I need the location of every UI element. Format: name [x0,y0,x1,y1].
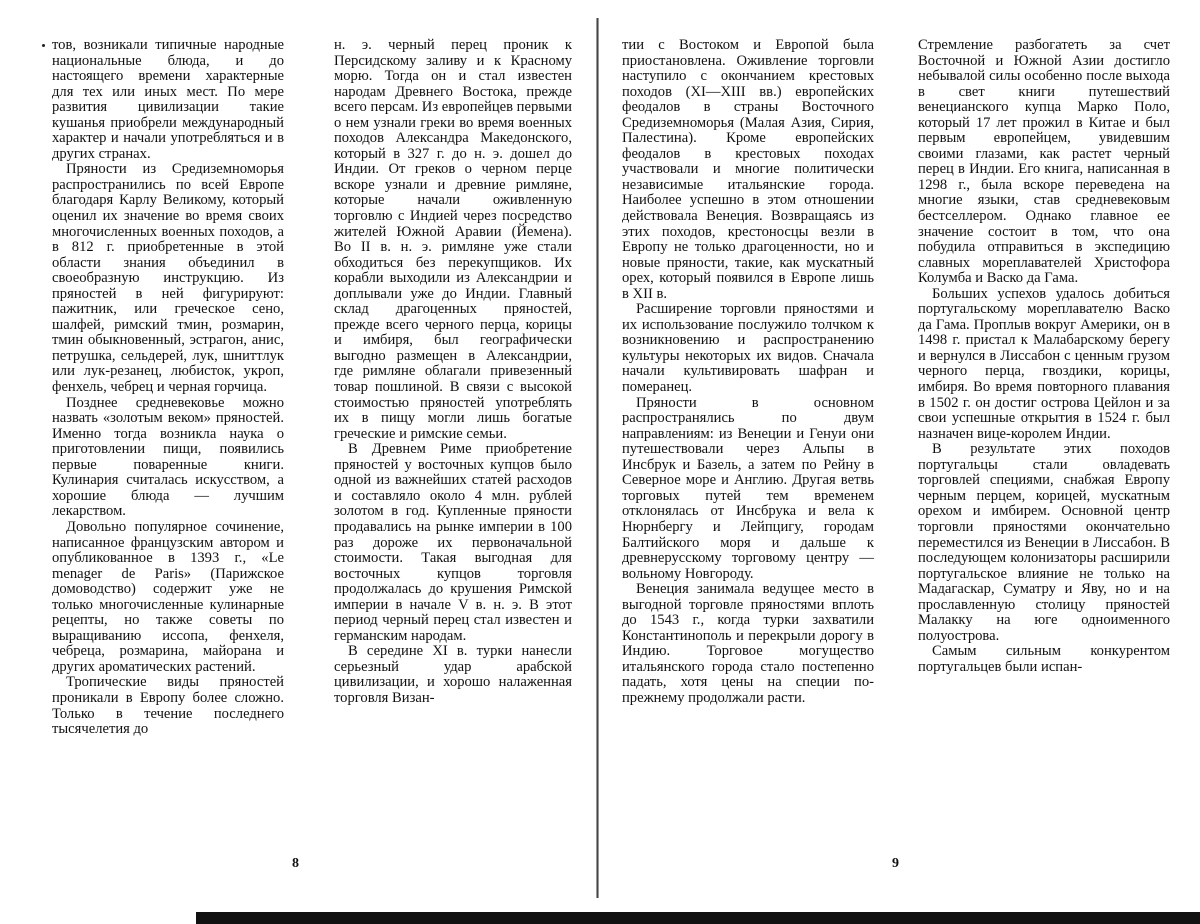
page-gutter [596,18,599,898]
scan-shadow-band [196,912,1200,924]
paragraph: В Древнем Риме приобретение пряностей у восточных купцов было одной из важнейших статей расходов и составляло около 4 млн. рублей золотом в год. Купленные пряности продавались на рынке империи в 100 раз дороже их первоначальной стоимости. Такая выгодная для восточных купцов торговля продолжалась до крушения Римской империи в начале V в. н. э. В этот период черный перец стал известен и германским народам. [334,441,572,644]
paragraph: тов, возникали типичные народные национальные блюда, и до настоящего времени характерные для тех или иных мест. По мере развития цивилизации такие кушанья приобрели международный характер и начали употребляться и в других странах. [52,37,284,162]
paragraph: Стремление разбогатеть за счет Восточной и Южной Азии достигло небывалой силы особенно после выхода в свет книги путешествий венецианского купца Марко Поло, который 17 лет прожил в Китае и был первым европейцем, увидевшим своими глазами, как растет черный перец в Индии. Его книга, написанная в 1298 г., была вскоре переведена на многие языки, став средневековым бестселлером. Однако главное ее значение состоит в том, что она побудила отправиться в экспедицию славных мореплавателей Христофора Колумба и Васко да Гама. [918,37,1170,287]
paragraph: Венеция занимала ведущее место в выгодной торговле пряностями вплоть до 1543 г., когда турки захватили Константинополь и перекрыли дорогу в Индию. Торговое могущество итальянского города стало постепенно падать, хотя цены на специи по-прежнему продолжали расти. [622,581,874,706]
paragraph: н. э. черный перец проник к Персидскому заливу и к Красному морю. Тогда он и стал известен народам Древнего Востока, прежде всего персам. Из европейцев первыми о нем узнали греки во время военных походов Александра Македонского, который в 327 г. до н. э. дошел до Индии. От греков о черном перце вскоре узнали и древние римляне, которые начали оживленную торговлю с Индией через посредство жителей Южной Аравии (Йемена). Во II в. н. э. римляне уже стали обходиться без перекупщиков. Их корабли выходили из Александрии и доплывали уже до Индии. Главный склад драгоценных пряностей, прежде всего черного перца, корицы и имбиря, был географически выгодно размещен в Александрии, где римляне облагали привезенный товар пошлиной. В связи с высокой стоимостью пряностей употреблять их в пищу могли лишь богатые греческие и римские семьи. [334,37,572,442]
left-page-column-2 [334,38,572,707]
page-number-right: 9 [892,856,899,871]
paragraph: Довольно популярное сочинение, написанное французским автором и опубликованное в 1393 г., «Le menager de Paris» (Парижское домоводство) содержит уже не только многочисленные кулинарные рецепты, но также советы по выращиванию иссопа, фенхеля, чебреца, розмарина, майорана и других ароматических растений. [52,518,284,675]
right-page-column-1 [622,38,874,707]
paragraph: Пряности из Средиземноморья распространились по всей Европе благодаря Карлу Великому, который оценил их значение во время своих многочисленных военных походов, а в 812 г. приобретенные в этой области знания объединил в своеобразную инструкцию. Из пряностей в ней фигурируют: пажитник, или греческое сено, шалфей, римский тмин, розмарин, тмин обыкновенный, эстрагон, анис, петрушка, сельдерей, лук, шниттлук или лук-резанец, любисток, укроп, фенхель, чебрец и черная горчица. [52,161,284,396]
paragraph: Больших успехов удалось добиться португальскому мореплавателю Васко да Гама. Проплыв вокруг Америки, он в 1498 г. пристал к Малабарскому берегу и вернулся в Лиссабон с ценным грузом черного перца, гвоздики, корицы, имбиря. Во время повторного плавания в 1502 г. он достиг острова Цейлон и за свои успешные открытия в 1524 г. был назначен вице-королем Индии. [918,285,1170,442]
paragraph: Самым сильным конкурентом португальцев были испан- [918,643,1170,675]
left-page-column-1 [52,38,284,738]
paragraph: Пряности в основном распространялись по двум направлениям: из Венеции и Генуи они путешествовали через Альпы в Инсбрук и Базель, а затем по Рейну в Северное море и Англию. Другая ветвь торговых путей тем временем отклонялась от Инсбрука и вела к Нюрнбергу и Лейпцигу, городам Балтийского моря и дальше к древнерусскому торговому центру — вольному Новгороду. [622,394,874,582]
ink-speck [42,44,45,47]
page-number-left: 8 [292,856,299,871]
paragraph: Расширение торговли пряностями и их использование послужило толчком к возникновению и распространению культуры некоторых их видов. Сначала начали культивировать шафран и померанец. [622,301,874,396]
paragraph: тии с Востоком и Европой была приостановлена. Оживление торговли наступило с окончанием крестовых походов (XI—XIII вв.) европейских феодалов в страны Восточного Средиземноморья (Малая Азия, Сирия, Палестина). Кроме европейских феодалов в крестовых походах участвовали и многие политически независимые итальянские города. Наиболее успешно в этом отношении действовала Венеция. Возвращаясь из этих походов, крестоносцы везли в Европу не только драгоценности, но и новые пряности, такие, как мускатный орех, который появился в Европе лишь в XII в. [622,37,874,302]
right-page-column-2 [918,38,1170,675]
paragraph: В середине XI в. турки нанесли серьезный удар арабской цивилизации, и хорошо налаженная торговля Визан- [334,643,572,706]
paragraph: Позднее средневековье можно назвать «золотым веком» пряностей. Именно тогда возникла наука о приготовлении пищи, появились первые поваренные книги. Кулинария считалась искусством, а хорошие блюда — лучшим лекарством. [52,394,284,520]
paragraph: Тропические виды пряностей проникали в Европу более сложно. Только в течение последнего тысячелетия до [52,674,284,738]
paragraph: В результате этих походов португальцы стали овладевать торговлей специями, снабжая Европу черным перцем, корицей, мускатным орехом и имбирем. Основной центр торговли пряностями окончательно переместился из Венеции в Лиссабон. В последующем колонизаторы расширили португальское влияние не только на Мадагаскар, Суматру и Яву, но и на прославленную столицу пряностей Малакку на юге одноименного полуострова. [918,441,1170,644]
